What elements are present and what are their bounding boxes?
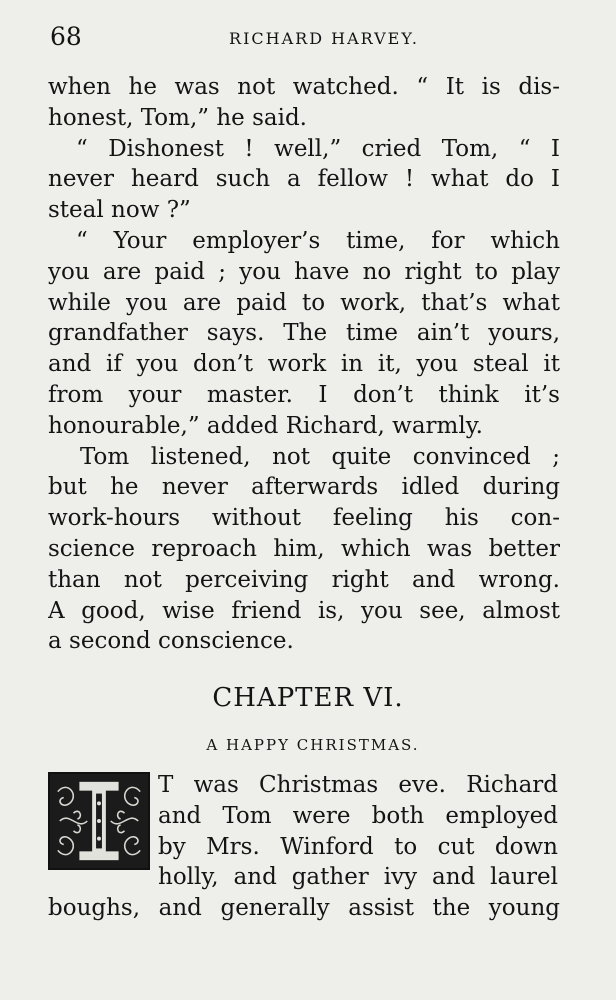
chapter-body-text: [48, 893, 560, 924]
text-line: holly, and gather ivy and laurel: [158, 864, 558, 891]
text-line: boughs, and generally assist the young: [48, 895, 560, 921]
text-line: and Tom were both employed: [158, 802, 558, 829]
text-line: but he never afterwards idled during: [48, 474, 560, 501]
text-line: honourable,” added Richard, warmly.: [48, 412, 483, 439]
body-text: [48, 72, 560, 657]
text-line: when he was not watched. “ It is dis-: [48, 74, 560, 100]
text-line: never heard such a fellow ! what do I: [48, 166, 560, 193]
text-line: a second conscience.: [48, 628, 294, 655]
ornate-drop-cap-i: [48, 772, 150, 870]
text-line: honest, Tom,” he said.: [48, 104, 307, 131]
text-line: work-hours without feeling his con-: [48, 505, 560, 532]
text-line: science reproach him, which was better: [48, 535, 560, 562]
text-line: while you are paid to work, that’s what: [48, 289, 560, 316]
text-line: than not perceiving right and wrong.: [48, 566, 560, 593]
text-line: “ Dishonest ! well,” cried Tom, “ I: [76, 135, 560, 162]
text-line: A good, wise friend is, you see, almost: [48, 597, 560, 624]
running-head: RICHARD HARVEY.: [229, 29, 419, 48]
text-line: from your master. I don’t think it’s: [48, 381, 560, 408]
drop-cap-text: [158, 770, 558, 893]
text-line: you are paid ; you have no right to play: [48, 258, 560, 285]
page-number: 68: [50, 22, 82, 51]
page-header: [50, 22, 558, 56]
chapter-title: CHAPTER VI.: [212, 683, 404, 713]
text-line: T was Christmas eve. Richard: [158, 772, 558, 798]
text-line: “ Your employer’s time, for which: [76, 227, 560, 254]
text-line: by Mrs. Winford to cut down: [158, 833, 558, 860]
chapter-subtitle: A HAPPY CHRISTMAS.: [206, 736, 420, 754]
text-line: Tom listened, not quite convinced ;: [80, 443, 560, 470]
text-line: and if you don’t work in it, you steal it: [48, 351, 560, 378]
text-line: grandfather says. The time ain’t yours,: [48, 320, 560, 347]
text-line: steal now ?”: [48, 197, 191, 224]
